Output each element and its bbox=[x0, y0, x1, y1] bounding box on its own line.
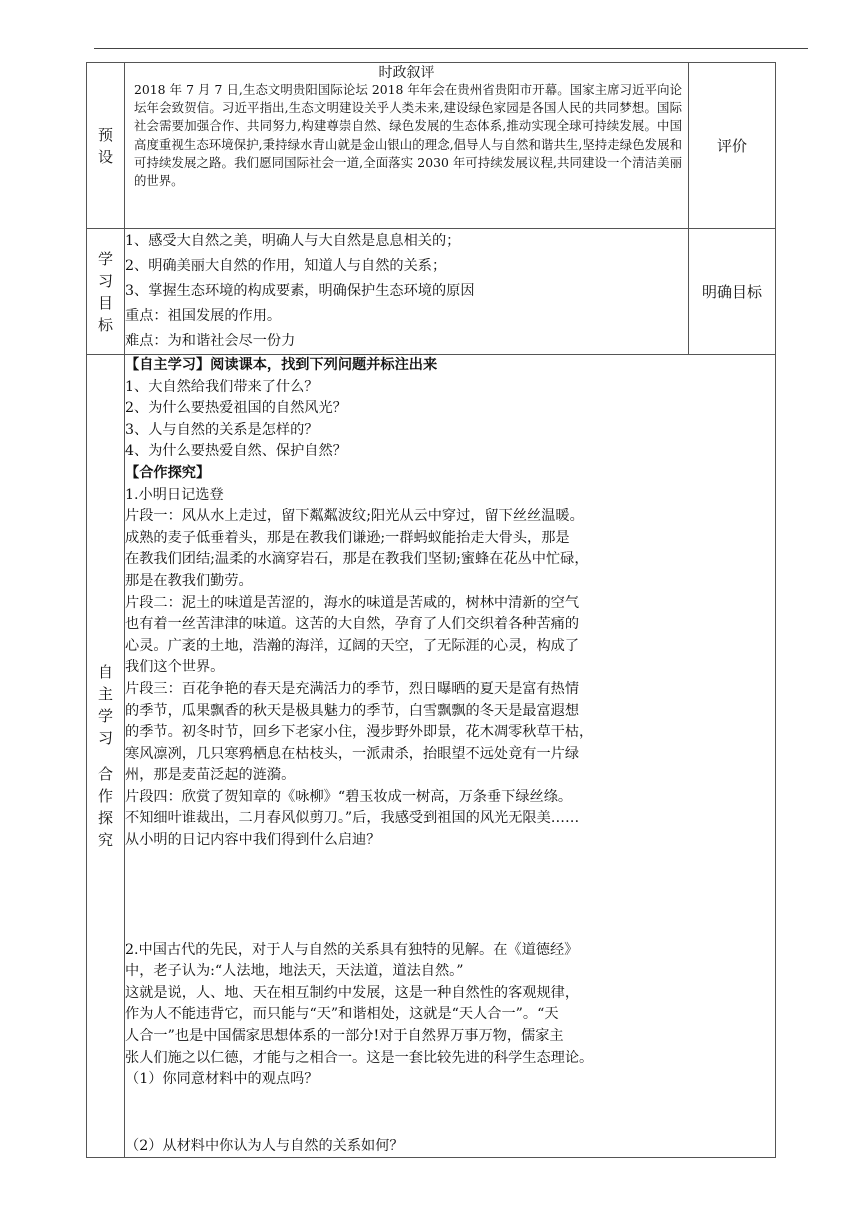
sub-question: （1）你同意材料中的观点吗？ bbox=[125, 1071, 319, 1088]
study-row bbox=[87, 355, 776, 1158]
diary-text-line: 的季节，瓜果飘香的秋天是极具魅力的季节，白雪飘飘的冬天是最富遐想 bbox=[125, 702, 580, 719]
objective-item: 2、明确美丽大自然的作用，知道人与自然的关系； bbox=[125, 258, 447, 274]
material-text-line: 中，老子认为:“人法地，地法天，天法道，道法自然。” bbox=[125, 963, 464, 980]
diary-title: 1.小明日记选登 bbox=[125, 486, 224, 503]
objectives-row bbox=[87, 229, 776, 355]
preview-title: 时政叙评 bbox=[378, 65, 435, 81]
answer-space[interactable] bbox=[125, 852, 775, 940]
question-item: 1、大自然给我们带来了什么？ bbox=[125, 378, 319, 395]
diary-text-line: 也有着一丝苦津津的味道。这苦的大自然，孕育了人们交织着各种苦痛的 bbox=[125, 616, 580, 633]
diary-text-line: 寒风凛冽，几只寒鸦栖息在枯枝头，一派肃杀，抬眼望不远处竟有一片绿 bbox=[125, 745, 580, 762]
question-item: 2、为什么要热爱祖国的自然风光？ bbox=[125, 400, 347, 417]
diary-text-line: 片段三：百花争艳的春天是充满活力的季节，烈日曝晒的夏天是富有热情 bbox=[125, 680, 580, 697]
diary-text-line: 在教我们团结;温柔的水滴穿岩石，那是在教我们坚韧;蜜蜂在花丛中忙碌， bbox=[125, 551, 589, 568]
objectives-side-label: 学习目标 bbox=[97, 249, 113, 334]
diary-text-line: 那是在教我们勤劳。 bbox=[125, 572, 253, 589]
key-point: 重点：祖国发展的作用。 bbox=[125, 308, 282, 324]
preview-row bbox=[87, 63, 776, 229]
question-item: 3、人与自然的关系是怎样的？ bbox=[125, 421, 319, 438]
preview-side-cell bbox=[87, 63, 125, 229]
material-text-line: 这就是说，人、地、天在相互制约中发展，这是一种自然性的客观规律， bbox=[125, 984, 580, 1001]
study-side-label-2: 合作探究 bbox=[97, 765, 113, 850]
objectives-content-cell bbox=[125, 229, 689, 355]
cooperative-heading: 【合作探究】 bbox=[125, 464, 211, 481]
preview-side-label: 预设 bbox=[97, 125, 113, 166]
objectives-side-cell bbox=[87, 229, 125, 355]
preview-content-cell bbox=[125, 63, 689, 229]
objectives-right-label: 明确目标 bbox=[701, 283, 762, 301]
objective-item: 3、掌握生态环境的构成要素，明确保护生态环境的原因 bbox=[125, 283, 475, 299]
diary-text-line: 片段一：风从水上走过，留下粼粼波纹;阳光从云中穿过，留下丝丝温暖。 bbox=[125, 508, 584, 525]
objective-item: 1、感受大自然之美，明确人与大自然是息息相关的； bbox=[125, 233, 461, 249]
header-rule bbox=[94, 48, 808, 49]
answer-space[interactable] bbox=[125, 1091, 775, 1136]
lesson-table bbox=[86, 62, 776, 1158]
sub-question: （2）从材料中你认为人与自然的关系如何？ bbox=[125, 1137, 404, 1154]
diary-question: 从小明的日记内容中我们得到什么启迪？ bbox=[125, 832, 381, 849]
study-side-label-1: 自主学习 bbox=[97, 663, 113, 748]
self-study-heading: 【自主学习】阅读课本，找到下列问题并标注出来 bbox=[125, 357, 438, 373]
diary-text-line: 我们这个世界。 bbox=[125, 659, 225, 676]
material-text-line: 张人们施之以仁德，才能与之相合一。这是一套比较先进的科学生态理论。 bbox=[125, 1049, 594, 1066]
difficult-point: 难点：为和谐社会尽一份力 bbox=[125, 333, 296, 349]
material-text-line: 2.中国古代的先民，对于人与自然的关系具有独特的见解。在《道德经》 bbox=[125, 941, 579, 958]
study-content-cell bbox=[125, 355, 776, 1158]
diary-text-line: 成熟的麦子低垂着头，那是在教我们谦逊;一群蚂蚁能抬走大骨头，那是 bbox=[125, 529, 570, 546]
diary-text-line: 片段四：欣赏了贺知章的《咏柳》“碧玉妆成一树高，万条垂下绿丝绦。 bbox=[125, 788, 573, 805]
material-text-line: 人合一”也是中国儒家思想体系的一部分!对于自然界万事万物，儒家主 bbox=[125, 1028, 564, 1045]
diary-text-line: 片段二：泥土的味道是苦涩的，海水的味道是苦咸的，树林中清新的空气 bbox=[125, 594, 580, 611]
study-side-cell bbox=[87, 355, 125, 1158]
material-text-line: 作为人不能违背它，而只能与“天”和谐相处，这就是“天人合一”。“天 bbox=[125, 1006, 559, 1023]
question-item: 4、为什么要热爱自然、保护自然？ bbox=[125, 443, 347, 460]
diary-text-line: 不知细叶谁裁出，二月春风似剪刀。”后，我感受到祖国的风光无限美…… bbox=[125, 810, 580, 827]
preview-right-label: 评价 bbox=[716, 137, 747, 155]
preview-right-cell bbox=[689, 63, 776, 229]
diary-text-line: 心灵。广袤的土地，浩瀚的海洋，辽阔的天空，了无际涯的心灵，构成了 bbox=[125, 637, 580, 654]
preview-body: 2018 年 7 月 7 日,生态文明贵阳国际论坛 2018 年年会在贵州省贵阳市开幕。国家主席习近平向论坛年会致贺信。习近平指出,生态文明建设关乎人类未来,建设绿色家园是各国人民的共同梦想。国际社会需要加强合作、共同努力,构建尊崇自然、绿色发展的生态体系,推动实现全球可持续发展。中国高度重视生态环境保护,秉持绿水青山就是金山银山的理念,倡导人与自然和谐共生,坚持走绿色发展和可持续发展之路。我们愿同国际社会一道,全面落实 2030 年可持续发展议程,共同建设一个清洁美丽的世界。 bbox=[134, 82, 682, 189]
diary-text-line: 州，那是麦苗泛起的涟漪。 bbox=[125, 767, 296, 784]
objectives-right-cell bbox=[689, 229, 776, 355]
diary-text-line: 的季节。初冬时节，回乡下老家小住，漫步野外即景，花木凋零秋草干枯， bbox=[125, 724, 594, 741]
